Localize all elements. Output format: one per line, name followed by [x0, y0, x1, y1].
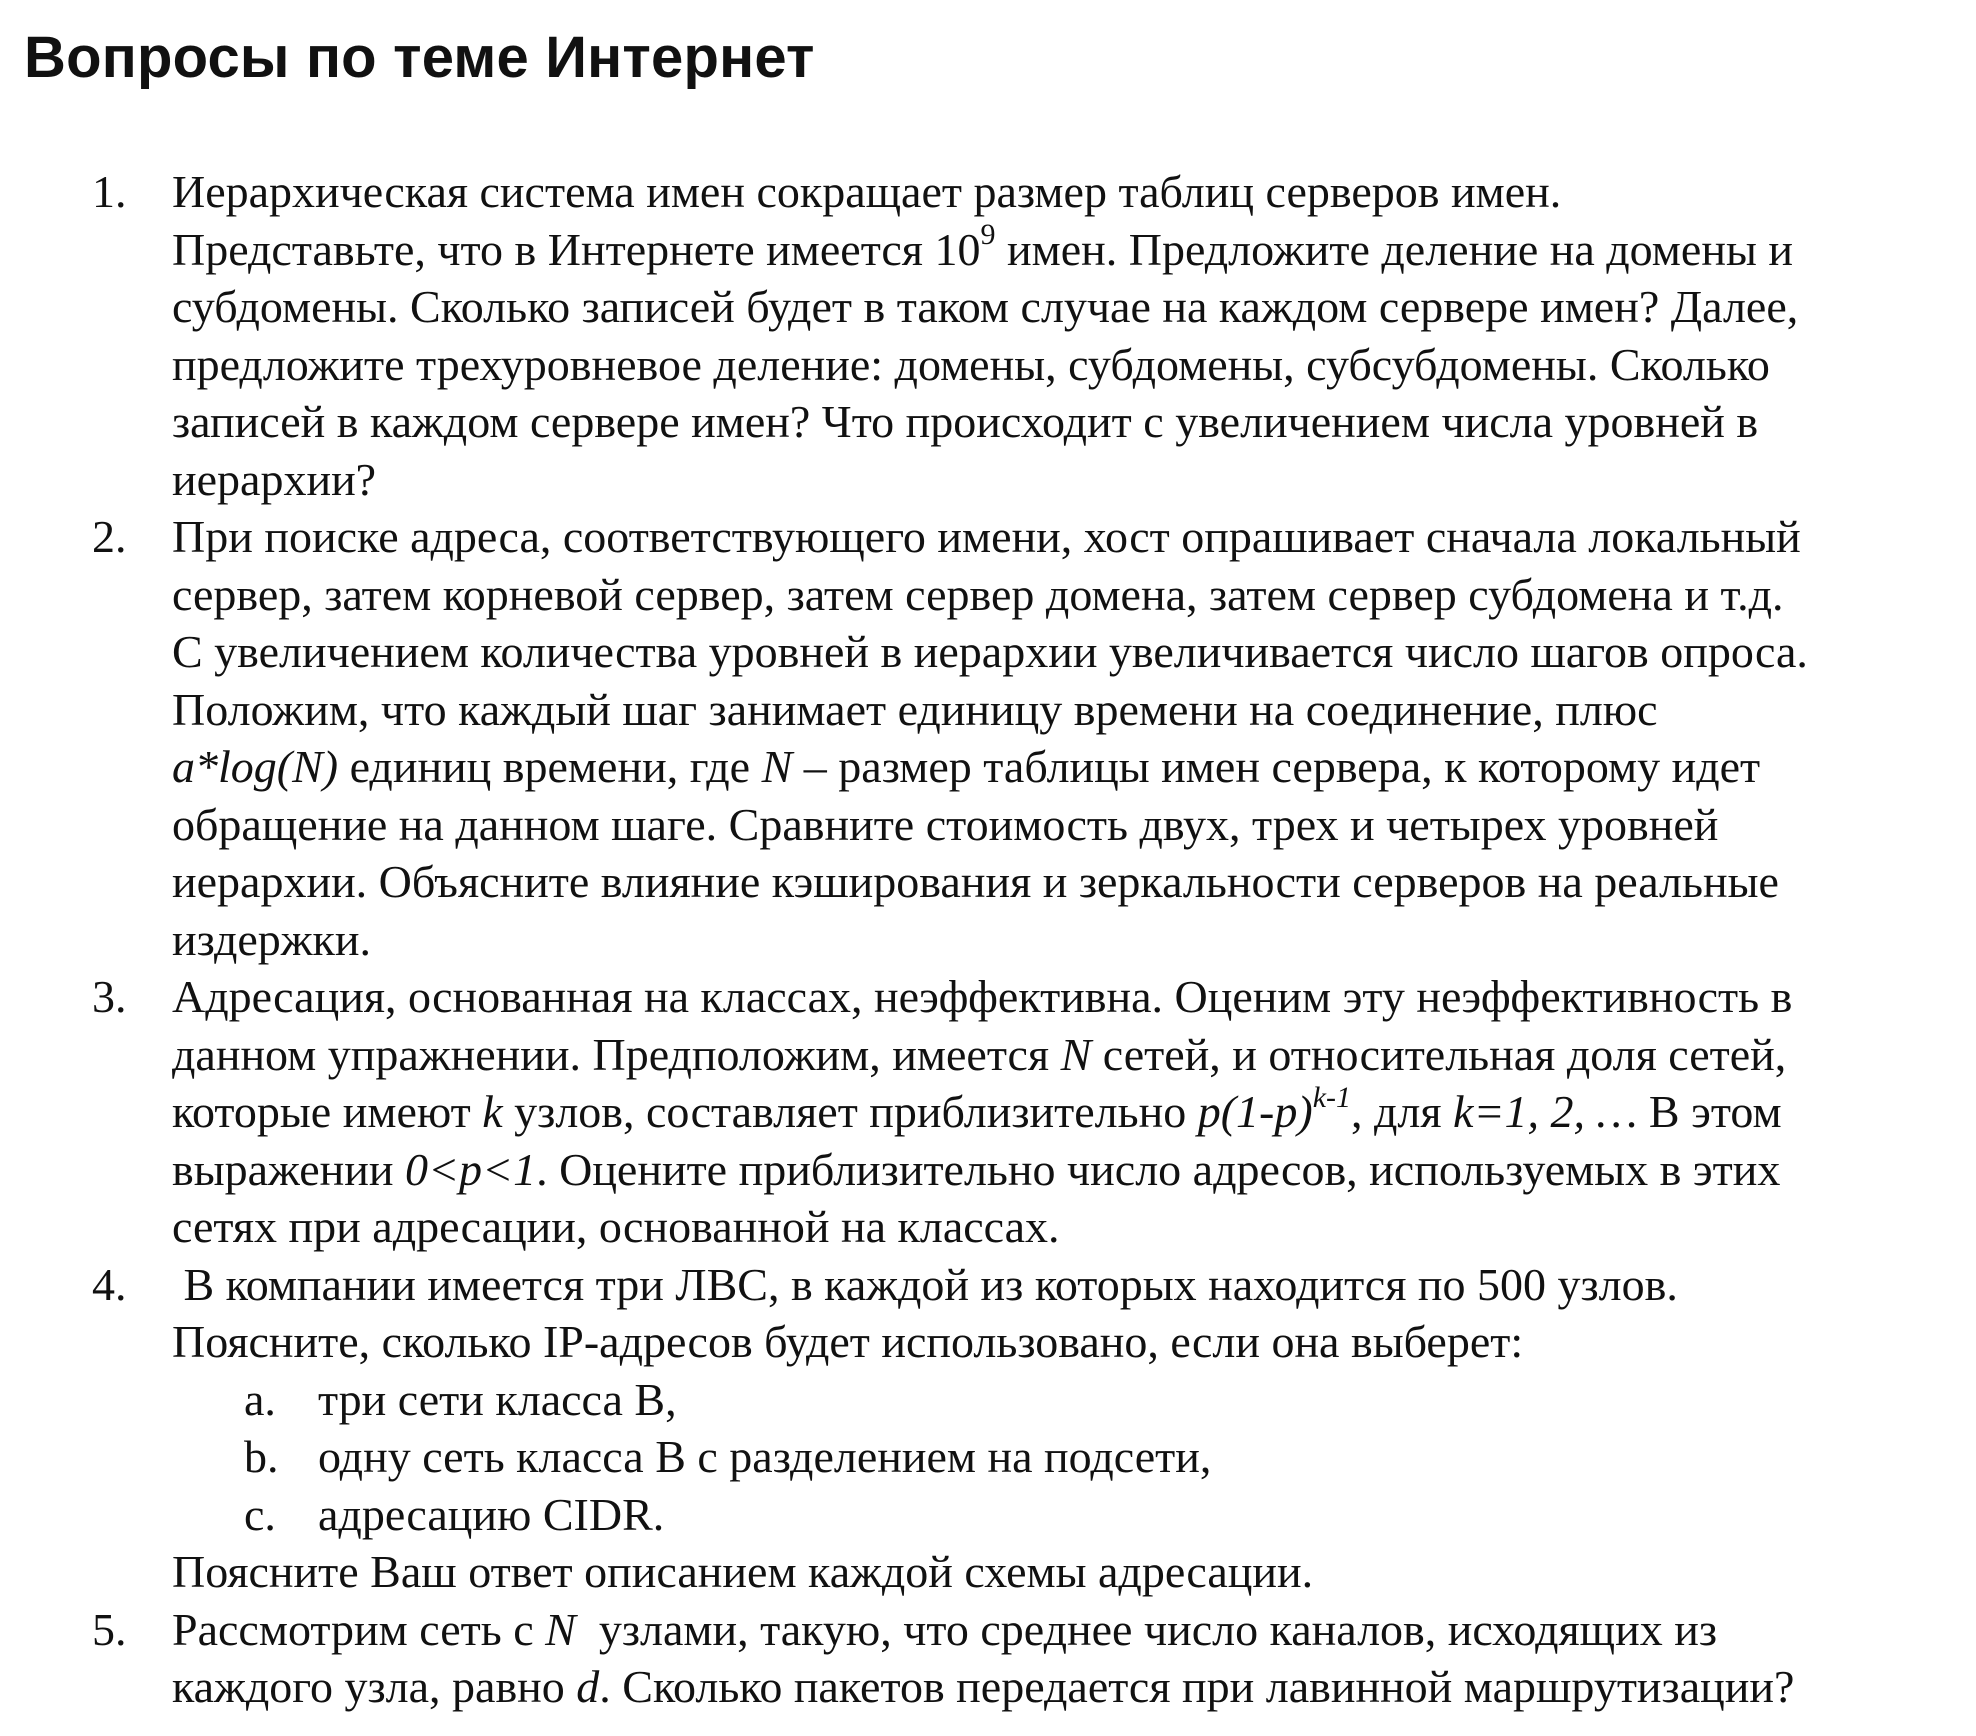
text-line: Поясните Ваш ответ описанием каждой схемы адресации. — [172, 1546, 1314, 1597]
subitem-c — [172, 1486, 1962, 1544]
question-1 — [0, 163, 1976, 508]
question-number: 4. — [92, 1258, 127, 1310]
subitem-letter: c. — [244, 1488, 276, 1540]
text-line: каждого узла, равно d. Сколько пакетов передается при лавинной маршрутизации? — [172, 1661, 1795, 1712]
text-line: иерархии. Объясните влияние кэширования и зеркальности серверов на реальные — [172, 856, 1779, 907]
question-text — [172, 1256, 1962, 1601]
formula: 0<p<1 — [405, 1143, 537, 1195]
text-line: С увеличением количества уровней в иерархии увеличивается число шагов опроса. — [172, 626, 1808, 677]
text-line: Адресация, основанная на классах, неэффективна. Оценим эту неэффективность в — [172, 971, 1793, 1022]
text-line: обращение на данном шаге. Сравните стоимость двух, трех и четырех уровней — [172, 798, 1719, 850]
subitem-text: три сети класса B, — [318, 1373, 677, 1425]
exponent: k-1 — [1312, 1080, 1352, 1114]
text-line: записей в каждом сервере имен? Что происходит с увеличением числа уровней в — [172, 396, 1759, 447]
text-line: Рассмотрим сеть с N узлами, такую, что среднее число каналов, исходящих из — [172, 1603, 1717, 1655]
question-number: 1. — [92, 166, 127, 217]
subitem-letter: a. — [244, 1373, 276, 1425]
formula: k=1, 2, … — [1453, 1086, 1638, 1137]
text-line: Иерархическая система имен сокращает размер таблиц серверов имен. — [172, 166, 1562, 217]
question-number: 2. — [92, 511, 127, 562]
variable: k — [482, 1086, 503, 1137]
questions-list — [0, 163, 1976, 1716]
variable: N — [1060, 1028, 1092, 1080]
text-line: предложите трехуровневое деление: домены, субдомены, субсубдомены. Сколько — [172, 338, 1770, 390]
question-text — [172, 163, 1962, 508]
exponent: 9 — [980, 218, 996, 252]
text-line: В компании имеется три ЛВС, в каждой из которых находится по 500 узлов. — [172, 1258, 1678, 1310]
subitem-text: одну сеть класса B с разделением на подсети, — [318, 1431, 1212, 1482]
text-line: которые имеют k узлов, составляет приблизительно $p(1-p)^{k-1}$, для k=1, 2, … В этом — [172, 1080, 1782, 1137]
question-5 — [0, 1601, 1976, 1716]
question-text — [172, 508, 1962, 968]
formula: a*log(N) — [172, 741, 339, 792]
variable: N — [545, 1603, 576, 1655]
text-line: иерархии? — [172, 453, 377, 505]
question-number: 5. — [92, 1603, 127, 1655]
text-line: выражении 0<p<1. Оцените приблизительно число адресов, используемых в этих — [172, 1143, 1781, 1195]
text-line: данном упражнении. Предположим, имеется N сетей, и относительная доля сетей, — [172, 1028, 1787, 1080]
text-line: субдомены. Сколько записей будет в таком случае на каждом сервере имен? Далее, — [172, 281, 1799, 332]
text-line: При поиске адреса, соответствующего имени, хост опрашивает сначала локальный — [172, 511, 1801, 562]
text-line: сетях при адресации, основанной на классах. — [172, 1201, 1060, 1252]
question-4 — [0, 1256, 1976, 1601]
variable: d — [576, 1661, 600, 1712]
variable: N — [761, 741, 793, 792]
page-title: Вопросы по теме Интернет — [24, 25, 815, 90]
text-line: сервер, затем корневой сервер, затем сервер домена, затем сервер субдомена и т.д. — [172, 568, 1784, 620]
formula: p(1-p) — [1197, 1086, 1313, 1137]
subitem-letter: b. — [244, 1431, 279, 1482]
text-line: Поясните, сколько IP-адресов будет использовано, если она выберет: — [172, 1316, 1524, 1367]
text-line: издержки. — [172, 913, 372, 965]
question-3 — [0, 968, 1976, 1256]
subitem-text: адресацию CIDR. — [318, 1488, 665, 1540]
question-text — [172, 968, 1962, 1256]
question-2 — [0, 508, 1976, 968]
text-line: Положим, что каждый шаг занимает единицу времени на соединение, плюс — [172, 683, 1658, 735]
subitem-a — [172, 1371, 1962, 1429]
text-line: a*log(N) единиц времени, где N – размер таблицы имен сервера, к которому идет — [172, 741, 1761, 792]
question-text — [172, 1601, 1962, 1716]
subitem-b — [172, 1428, 1962, 1486]
text-line: Представьте, что в Интернете имеется $10^9$ имен. Предложите деление на домены и — [172, 218, 1793, 275]
question-number: 3. — [92, 971, 127, 1022]
